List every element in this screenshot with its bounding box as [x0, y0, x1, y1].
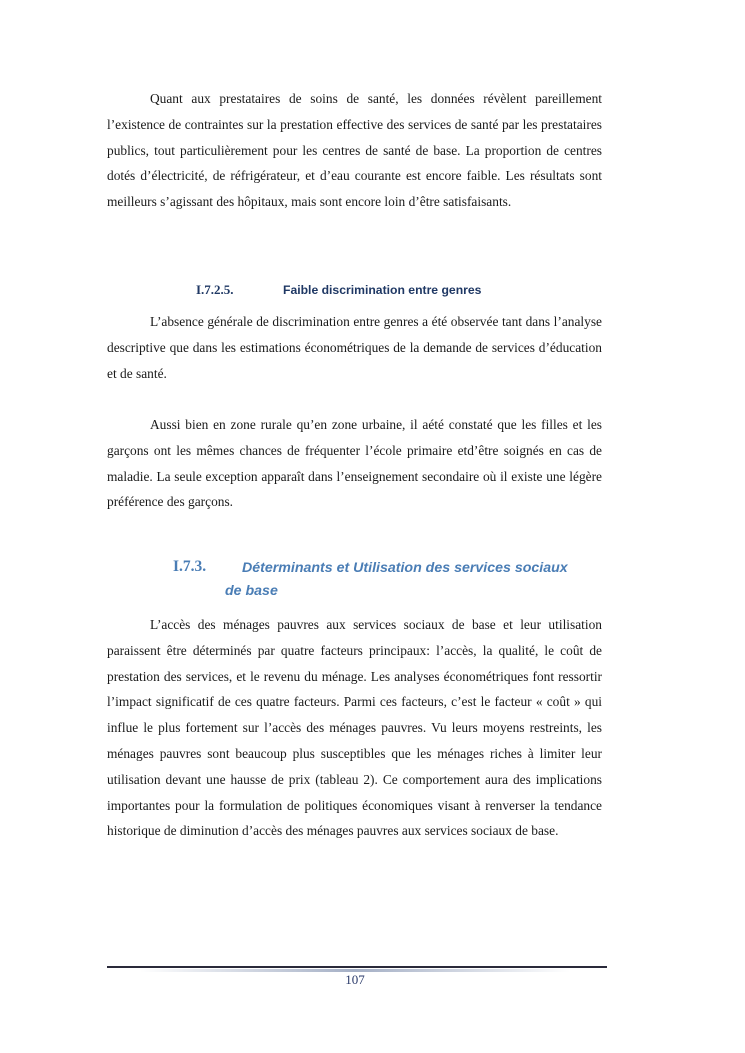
section-title: Faible discrimination entre genres — [283, 283, 482, 297]
section-number: I.7.2.5. — [196, 282, 234, 297]
paragraph-health-providers: Quant aux prestataires de soins de santé, les données révèlent pareillement l’existence de contraintes sur la prestation effective des services de santé par les prestataires publics, tout particulièrement pour les centres de santé de base. La proportion de centres dotés d’électricité, de réfrigérateur, et d’eau courante est encore faible. Les résultats sont meilleurs s’agissant des hôpitaux, mais sont encore loin d’être satisfaisants. — [107, 91, 602, 210]
footer-rule — [107, 966, 607, 968]
page-number: 107 — [345, 972, 365, 987]
section-title-line1: Déterminants et Utilisation des services sociaux — [242, 560, 568, 576]
paragraph-access-determinants: L’accès des ménages pauvres aux services sociaux de base et leur utilisation paraissent être déterminés par quatre facteurs principaux: l’accès, la qualité, le coût de prestation des services, et le revenu du ménage. Les analyses économétriques font ressortir l’impact significatif de ces quatre facteurs. Parmi ces facteurs, c’est le facteur « coût » qui influe le plus fortement sur l’accès des ménages pauvres. Vu leurs moyens restreints, les ménages pauvres sont beaucoup plus susceptibles que les ménages riches à limiter leur utilisation devant une hausse de prix (tableau 2). Ce comportement aura des implications importantes pour la formulation de politiques économiques visant à renverser la tendance historique de diminution d’accès des ménages pauvres aux services sociaux de base. — [107, 617, 602, 839]
paragraph-rural-urban: Aussi bien en zone rurale qu’en zone urbaine, il aété constaté que les filles et les garçons ont les mêmes chances de fréquenter l’école primaire etd’être soignés en cas de maladie. La seule exception apparaît dans l’enseignement secondaire où il existe une légère préférence des garçons. — [107, 417, 602, 510]
section-title-line2: de base — [225, 583, 278, 599]
paragraph-gender-discrimination: L’absence générale de discrimination entre genres a été observée tant dans l’analyse descriptive que dans les estimations économétriques de la demande de services d’éducation et de santé. — [107, 314, 602, 381]
section-heading-i7-3 — [225, 557, 603, 599]
section-heading-i7-2-5 — [196, 282, 481, 298]
section-number-i7-3: I.7.3. — [173, 558, 207, 575]
